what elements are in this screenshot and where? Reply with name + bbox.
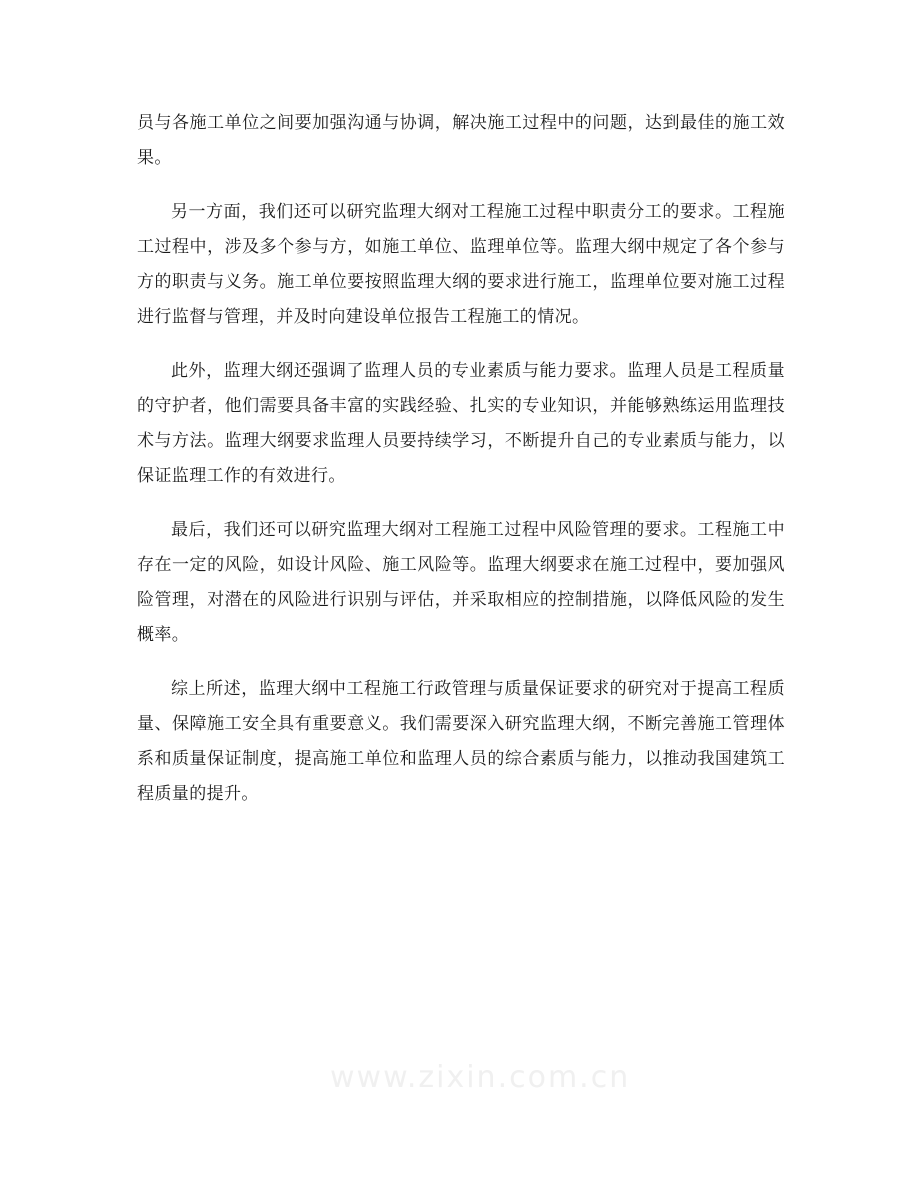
paragraph-3: 此外，监理大纲还强调了监理人员的专业素质与能力要求。监理人员是工程质量的守护者，他们需要具备丰富的实践经验、扎实的专业知识，并能够熟练运用监理技术与方法。监理大纲要求监理人员要持续学习，不断提升自己的专业素质与能力，以保证监理工作的有效进行。 [137,361,785,486]
paragraph-2: 另一方面，我们还可以研究监理大纲对工程施工过程中职责分工的要求。工程施工过程中，涉及多个参与方，如施工单位、监理单位等。监理大纲中规定了各个参与方的职责与义务。施工单位要按照监理大纲的要求进行施工，监理单位要对施工过程进行监督与管理，并及时向建设单位报告工程施工的情况。 [137,202,785,327]
watermark: www.zixin.com.cn [330,1060,631,1095]
paragraph-1: 员与各施工单位之间要加强沟通与协调，解决施工过程中的问题，达到最佳的施工效果。 [137,113,785,168]
paragraph-4: 最后，我们还可以研究监理大纲对工程施工过程中风险管理的要求。工程施工中存在一定的风险，如设计风险、施工风险等。监理大纲要求在施工过程中，要加强风险管理，对潜在的风险进行识别与评估，并采取相应的控制措施，以降低风险的发生概率。 [137,520,785,645]
document-body [137,106,785,831]
paragraph-5: 综上所述，监理大纲中工程施工行政管理与质量保证要求的研究对于提高工程质量、保障施工安全具有重要意义。我们需要深入研究监理大纲，不断完善施工管理体系和质量保证制度，提高施工单位和监理人员的综合素质与能力，以推动我国建筑工程质量的提升。 [137,679,785,804]
